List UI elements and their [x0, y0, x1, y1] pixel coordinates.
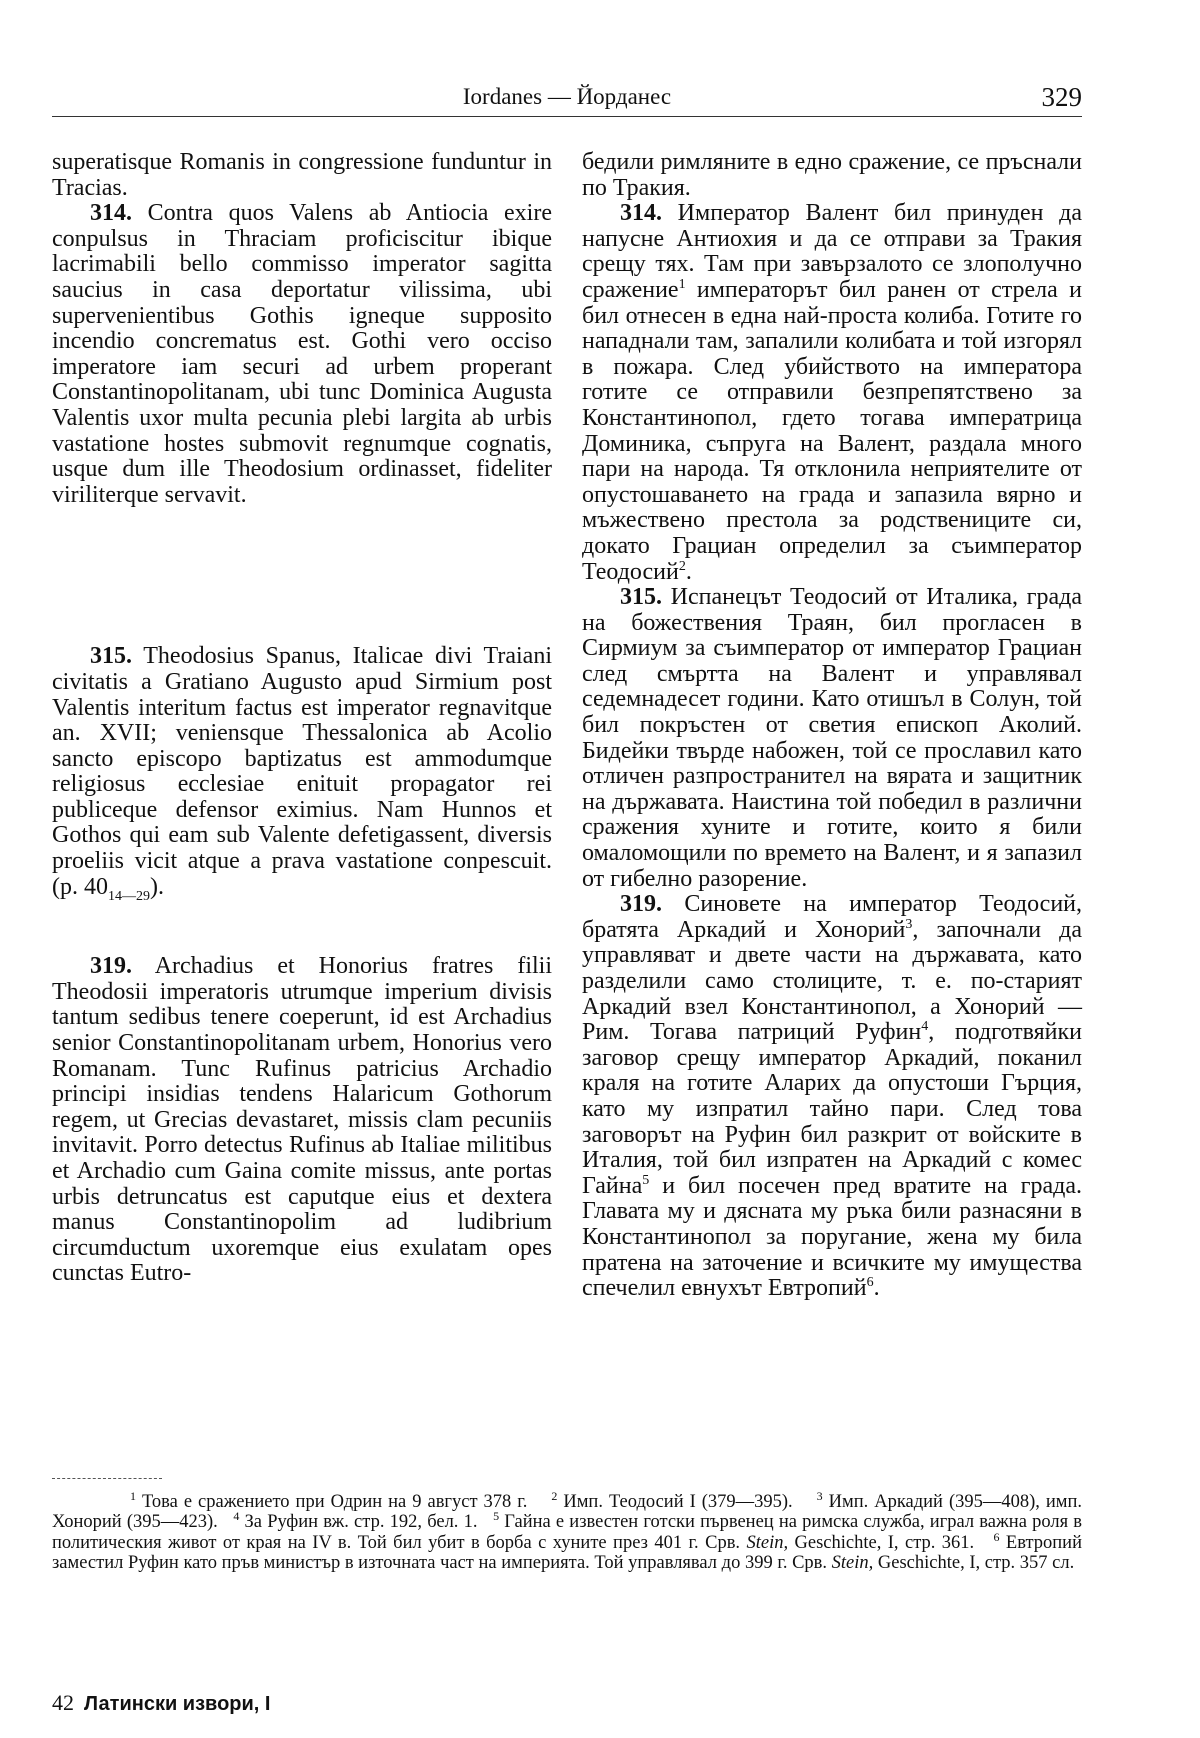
footnotes-text — [52, 1488, 1083, 1574]
footnote-5: Гайна е известен готски първенец на римска служба, играл важна роля в политическия живот от края на IV в. Той бил убит в борба с хуните през 401 г. Срв. Stein, Geschichte, I, стр. 361. — [52, 1512, 1083, 1553]
footnote-ref: 5 — [642, 1172, 650, 1188]
footnote-number: 2 — [551, 1488, 558, 1503]
running-title: Iordanes — Йорданес — [462, 84, 672, 109]
page-number: 329 — [1041, 82, 1082, 112]
footnote-ref: 6 — [866, 1275, 874, 1291]
running-header — [52, 82, 1082, 117]
spacer — [52, 508, 552, 644]
signature-text: Латински извори, I — [84, 1693, 271, 1715]
latin-column — [52, 150, 552, 1287]
latin-paragraph-315 — [52, 643, 552, 904]
paragraph-text: Theodosius Spanus, Italicae divi Traiani civitatis a Gratiano Augusto apud Sirmium post Valentis interitum factus est imperator regnavitque an. XVII; veniensque Thessalonica ab Acolio sancto episcopo baptizatus est ammodumque religiosus ecclesiae enituit propagator rei publiceque defensor eximius. Nam Hunnos et Gothos qui eam sub Valente defetigassent, diversis proeliis vicit atque a prava vastatione conpescuit. — [52, 643, 552, 875]
latin-paragraph-319 — [52, 954, 552, 1287]
paragraph-number: 319. — [90, 953, 132, 980]
bulgarian-paragraph-314: 314. Император Валент бил принуден да напусне Антиохия и да се отправи за Тракия срещу тях. Там при завързалото се злополучно сражение$^1$ императорът бил ранен от стрела и бил отнесен в една най-проста колиба. Готите го нападнали там, запалили колибата и той изгорял в пожара. След убийството на императора готите се отправили безпрепятствено за Константинопол, гдето тогава императрица Доминика, съпруга на Валент, раздала много пари на народа. Тя отклонила неприятелите от опустошаването на града и запазила вярно и мъжествено престола за родствениците си, докато Грациан определил за съимператор Теодосий$^2$. — [582, 200, 1083, 585]
latin-paragraph-continued: superatisque Romanis in congressione funduntur in Tracias. — [52, 149, 552, 201]
footnote-ref: 1 — [678, 276, 686, 292]
footnote-1: Това е сражението при Одрин на 9 август 378 г. — [136, 1492, 528, 1512]
latin-paragraph-314 — [52, 201, 552, 508]
bulgarian-paragraph-319: 319. Синовете на император Теодосий, братята Аркадий и Хонорий$^3$, започнали да управляват и двете части на държавата, като разделили само столиците, т. е. по-старият Аркадий взел Константинопол, а Хонорий — Рим. Тогава патриций Руфин$^4$, подготвяйки заговор срещу император Аркадий, поканил краля на готите Аларих да опустоши Гърция, като му изпратил тайно пари. След това заговорът на Руфин бил разкрит от войските в Италия, той бил изпратен на Аркадий с комес Гайна$^5$ и бил посечен пред вратите на града. Главата му и дясната му ръка били разнасяни в Константинопол за поругание, жена му била пратена на заточение и всичките му имущества спечелил евнухът Евтропий$^6$. — [582, 891, 1082, 1302]
footnote-2: Имп. Теодосий I (379—395). — [557, 1492, 793, 1512]
footnote-number: 5 — [493, 1509, 500, 1524]
signature-number: 42 — [52, 1690, 74, 1715]
footnote-ref: 3 — [905, 916, 913, 932]
footnote-number: 3 — [816, 1488, 823, 1503]
paragraph-number: 314. — [620, 200, 662, 227]
paragraph-number: 315. — [620, 584, 662, 611]
footnote-4: За Руфин вж. стр. 192, бел. 1. — [239, 1512, 478, 1533]
paragraph-text: Archadius et Honorius fratres filii Theodosii imperatoris utrumque imperium divisis tantum sedibus tenere coeperunt, id est Archadius senior Constantinopolitanam urbem, Honorius vero Romanam. Tunc Rufinus patricius Archadio principi insidias tendens Halaricum Gothorum regem, ut Grecias devastaret, missis clam pecuniis invitavit. Porro detectus Rufinus ab Italiae militibus et Archadio cum Gaina comite missus, ante portas urbis detruncatus est caputque eius et dextera manus Constantinopolim ad ludibrium circumductum uxoremque eius exulatam opes cunctas Eutro- — [52, 953, 552, 1287]
footnote-number: 4 — [233, 1509, 240, 1524]
paragraph-number: 314. — [90, 200, 132, 227]
footnote-number: 1 — [130, 1488, 136, 1503]
footnote-6: Евтропий заместил Руфин като пръв министър в източната част на империята. Той управлявал до 399 г. Срв. Stein, Geschichte, I, стр. 357 сл. — [52, 1532, 1082, 1574]
footnote-3: Имп. Аркадий (395—408), имп. Хонорий (395—423). — [52, 1492, 1083, 1533]
bulgarian-paragraph-315: 315. Испанецът Теодосий от Италика, града на божествения Траян, бил прогласен в Сирмиум за съимператор от император Грациан след смъртта на Валент и управлявал седемнадесет години. Като отишъл в Солун, той бил покръстен от светия епископ Аколий. Бидейки твърде набожен, той се прославил като отличен разпространител на вярата и защитник на държавата. Наистина той победил в различни сражения хуните и готите, които я били омаломощили по времето на Валент, и я запазил от гибелно разорение. — [582, 584, 1083, 892]
printer-signature — [52, 1690, 270, 1716]
source-reference: (p. $40_{14—29}$). — [52, 873, 164, 904]
footnote-rule — [52, 1478, 162, 1479]
bulgarian-paragraph-continued: бедили римляните в едно сражение, се пръснали по Тракия. — [582, 149, 1082, 201]
footnote-ref: 4 — [921, 1019, 929, 1035]
paragraph-number: 315. — [90, 643, 132, 670]
footnote-ref: 2 — [678, 558, 686, 574]
footnotes — [52, 1488, 1083, 1574]
footnote-number: 6 — [993, 1529, 1000, 1544]
paragraph-text: Contra quos Valens ab Antiocia exire conpulsus in Thraciam proficiscitur ibique lacrimabili bello commisso imperator sagitta saucius in casa deportatur vilissima, ubi supervenientibus Gothis igneque supposito incendio concrematus est. Gothi vero occiso imperatore iam securi ad urbem properant Constantinopolitanam, ubi tunc Dominica Augusta Valentis uxor multa pecunia plebi largita ab urbis vastatione hostes submovit regnumque cognatis, usque dum ille Theodosium ordinasset, fideliter viriliterque servavit. — [52, 200, 552, 508]
bulgarian-column — [582, 150, 1082, 1302]
paragraph-number: 319. — [620, 891, 662, 918]
spacer — [52, 900, 552, 954]
